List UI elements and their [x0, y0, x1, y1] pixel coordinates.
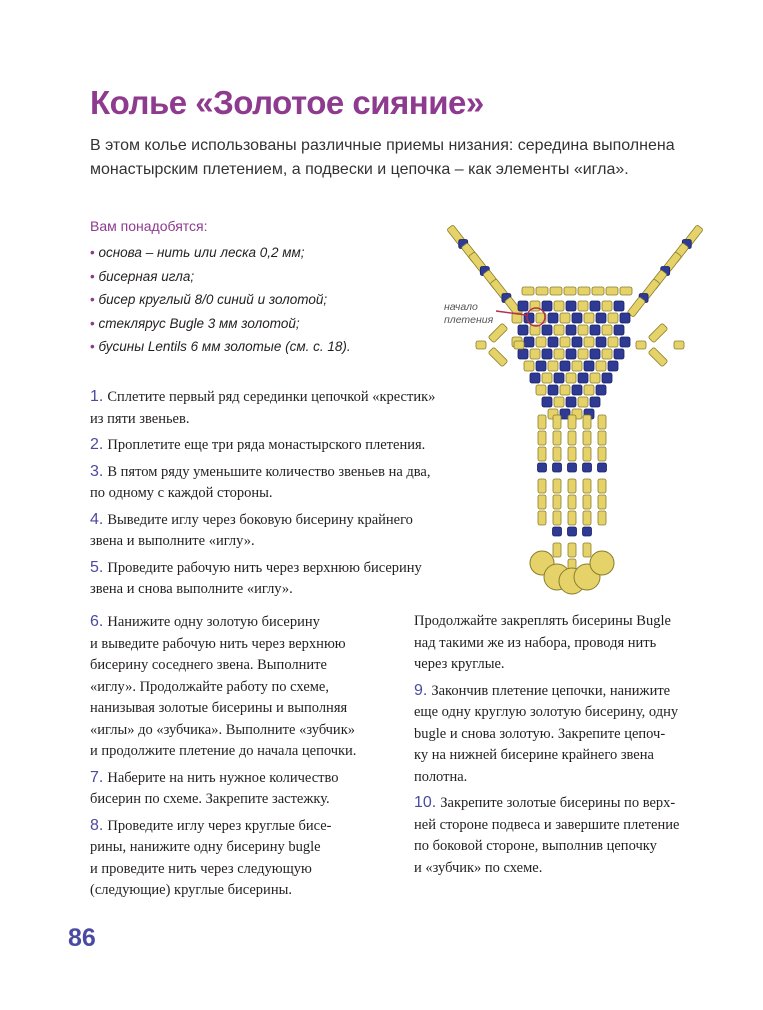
page-number: 86 [68, 924, 96, 952]
pendant-bugle [583, 447, 591, 461]
pendant-bugle [568, 511, 576, 525]
weave-bead [620, 337, 630, 347]
weave-bead [608, 313, 618, 323]
weave-bead [566, 301, 576, 311]
pendant-bugle [538, 479, 546, 493]
weave-bead [536, 361, 546, 371]
weave-bead [542, 325, 552, 335]
pendant-bugle [598, 511, 606, 525]
pendant-bugle [553, 431, 561, 445]
pendant-bugle [568, 543, 576, 557]
weave-bead [554, 301, 564, 311]
weave-bead [518, 349, 528, 359]
steps-right-column [414, 611, 734, 883]
edge-bead [564, 287, 576, 295]
weave-bead [566, 325, 576, 335]
materials-item: • стеклярус Bugle 3 мм золотой; [90, 312, 351, 336]
pendant-bugle [538, 495, 546, 509]
weave-bead [566, 349, 576, 359]
steps-left-column [90, 611, 390, 906]
step-text: Закрепите золотые бисерины по верх- ней стороне подвеса и завершите плетение по боковой стороне, выполнив цепочку и «зубчик» по схеме. [414, 795, 680, 876]
weave-bead [530, 349, 540, 359]
weave-bead [608, 337, 618, 347]
weave-bead [572, 385, 582, 395]
step-9 [414, 680, 734, 789]
weave-bead [578, 349, 588, 359]
pendant-bugle [598, 415, 606, 429]
step-number: 3. [90, 462, 104, 480]
step-text: Наберите на нить нужное количество бисерин по схеме. Закрепите застежку. [90, 769, 339, 807]
step-10 [414, 792, 734, 879]
pendant-bugle [568, 415, 576, 429]
weave-bead [584, 385, 594, 395]
weave-bead [590, 397, 600, 407]
materials-list [90, 241, 351, 359]
diagram-beads [447, 225, 704, 594]
tooth-bugle [648, 347, 668, 367]
beading-diagram [430, 215, 730, 605]
weave-bead [572, 337, 582, 347]
pendant-bugle [568, 447, 576, 461]
pendant-bugle [583, 495, 591, 509]
step-text: Сплетите первый ряд серединки цепочкой «крестик» из пяти звеньев. [90, 389, 436, 427]
weave-bead [542, 373, 552, 383]
step-7 [90, 767, 390, 811]
weave-bead [572, 313, 582, 323]
pendant-bugle [583, 479, 591, 493]
weave-bead [548, 385, 558, 395]
step-text: В пятом ряду уменьшите количество звеньев на два, по одному с каждой стороны. [90, 463, 431, 501]
materials-item: • основа – нить или леска 0,2 мм; [90, 241, 351, 265]
edge-bead [606, 287, 618, 295]
pendant-bead-blue [583, 527, 592, 536]
weave-bead [608, 361, 618, 371]
step-number: 6. [90, 613, 104, 630]
weave-bead [596, 337, 606, 347]
pendant-bead-blue [553, 527, 562, 536]
step-number: 7. [90, 768, 104, 786]
tooth-bead [476, 341, 486, 349]
pendant-bead-blue [583, 463, 592, 472]
pendant-bugle [598, 447, 606, 461]
weave-bead [530, 373, 540, 383]
pendant-bead-blue [568, 527, 577, 536]
weave-bead [596, 313, 606, 323]
weave-bead [596, 361, 606, 371]
weave-bead [602, 373, 612, 383]
weave-bead [518, 325, 528, 335]
weave-bead [566, 373, 576, 383]
pendant-bugle [583, 431, 591, 445]
page-title: Колье «Золотое сияние» [90, 84, 484, 121]
step-text: Нанижите одну золотую бисерину и выведите рабочую нить через верхнюю бисерину соседнего звена. Выполните «иглу». Продолжайте работу по схеме, нанизывая золотые бисерины и выполняя «иглы» до «зубчика». Выполните «зубчик» и продолжите плетение до начала цепочки. [90, 614, 357, 759]
weave-bead [602, 325, 612, 335]
weave-bead [548, 337, 558, 347]
pendant-bugle [568, 431, 576, 445]
pendant-bugle [598, 431, 606, 445]
weave-bead [560, 313, 570, 323]
weave-bead [554, 373, 564, 383]
pendant-bugle [538, 431, 546, 445]
pendant-bugle [538, 511, 546, 525]
start-label: начало [444, 301, 478, 313]
weave-bead [578, 301, 588, 311]
pendant-bugle [553, 495, 561, 509]
pendant-bugle [538, 415, 546, 429]
materials-item: • бисер круглый 8/0 синий и золотой; [90, 288, 351, 312]
weave-bead [548, 361, 558, 371]
pendant-bugle [538, 447, 546, 461]
pendant-bugle [568, 479, 576, 493]
tooth-bugle [488, 347, 508, 367]
pendant-bugle [553, 447, 561, 461]
edge-bead [592, 287, 604, 295]
pendant-bead-blue [553, 463, 562, 472]
tooth-bead [514, 341, 524, 349]
weave-bead [620, 313, 630, 323]
pendant-bugle [598, 495, 606, 509]
weave-bead [572, 361, 582, 371]
weave-bead [590, 325, 600, 335]
edge-bead [620, 287, 632, 295]
weave-bead [584, 337, 594, 347]
materials-item: • бисерная игла; [90, 265, 351, 289]
pendant-bugle [583, 543, 591, 557]
weave-bead [584, 361, 594, 371]
weave-bead [554, 349, 564, 359]
pendant-bead-blue [568, 463, 577, 472]
step-6 [90, 611, 390, 763]
pendant-bugle [583, 511, 591, 525]
tooth-bugle [488, 323, 508, 343]
pendant-bead-blue [538, 463, 547, 472]
weave-bead [578, 373, 588, 383]
pendant-bugle [553, 415, 561, 429]
edge-bead [578, 287, 590, 295]
step-text: Проведите рабочую нить через верхнюю бисерину звена и снова выполните «иглу». [90, 559, 422, 597]
materials-heading: Вам понадобятся: [90, 218, 208, 234]
intro-paragraph: В этом колье использованы различные приемы низания: середина выполнена монастырским плетением, а подвески и цепочка – как элементы «игла». [90, 137, 675, 178]
start-label-2: плетения [444, 314, 494, 326]
weave-bead [560, 361, 570, 371]
weave-bead [542, 397, 552, 407]
weave-bead [584, 313, 594, 323]
weave-bead [554, 325, 564, 335]
weave-bead [518, 301, 528, 311]
weave-bead [578, 397, 588, 407]
pendant-bugle [553, 479, 561, 493]
pendant-bugle [583, 415, 591, 429]
lentil-bead [590, 551, 614, 575]
weave-bead [542, 301, 552, 311]
edge-bead [550, 287, 562, 295]
step-number: 8. [90, 816, 104, 834]
weave-bead [614, 301, 624, 311]
weave-bead [614, 349, 624, 359]
step-text: Выведите иглу через боковую бисерину крайнего звена и выполните «иглу». [90, 511, 413, 549]
step-number: 2. [90, 436, 104, 453]
weave-bead [554, 397, 564, 407]
pendant-bugle [553, 543, 561, 557]
step-number: 4. [90, 510, 104, 528]
weave-bead [590, 349, 600, 359]
step-8 [90, 815, 390, 902]
pendant-bugle [598, 479, 606, 493]
edge-bead [522, 287, 534, 295]
pendant-bead-blue [598, 463, 607, 472]
step-number: 5. [90, 558, 104, 576]
materials-item: • бусины Lentils 6 мм золотые (см. с. 18). [90, 335, 351, 359]
weave-bead [578, 325, 588, 335]
step-number: 10. [414, 794, 437, 811]
weave-bead [614, 325, 624, 335]
weave-bead [542, 349, 552, 359]
weave-bead [548, 313, 558, 323]
weave-bead [524, 337, 534, 347]
weave-bead [566, 397, 576, 407]
step-text: Закончив плетение цепочки, нанижите еще одну круглую золотую бисерину, одну bugle и снова золотую. Закрепите цепоч- ку на нижней бисерине крайнего звена полотна. [414, 682, 679, 785]
pendant-bugle [553, 511, 561, 525]
step-text: Проплетите еще три ряда монастырского плетения. [107, 437, 426, 453]
weave-bead [602, 301, 612, 311]
edge-bead [536, 287, 548, 295]
step-text: Проведите иглу через круглые бисе- рины, нанижите одну бисерину bugle и проведите нить через следующую (следующие) круглые бисерины. [90, 817, 332, 898]
weave-bead [524, 361, 534, 371]
pendant-bugle [568, 495, 576, 509]
weave-bead [590, 373, 600, 383]
weave-bead [560, 337, 570, 347]
step-number: 9. [414, 681, 428, 699]
weave-bead [536, 385, 546, 395]
weave-bead [602, 349, 612, 359]
weave-bead [590, 301, 600, 311]
tooth-bugle [648, 323, 668, 343]
step-number: 1. [90, 388, 104, 405]
tooth-bead [636, 341, 646, 349]
weave-bead [536, 337, 546, 347]
weave-bead [560, 385, 570, 395]
weave-bead [596, 385, 606, 395]
step-8-continuation: Продолжайте закреплять бисерины Bugle над такими же из набора, проводя нить через круглые. [414, 613, 671, 672]
tooth-bead [674, 341, 684, 349]
